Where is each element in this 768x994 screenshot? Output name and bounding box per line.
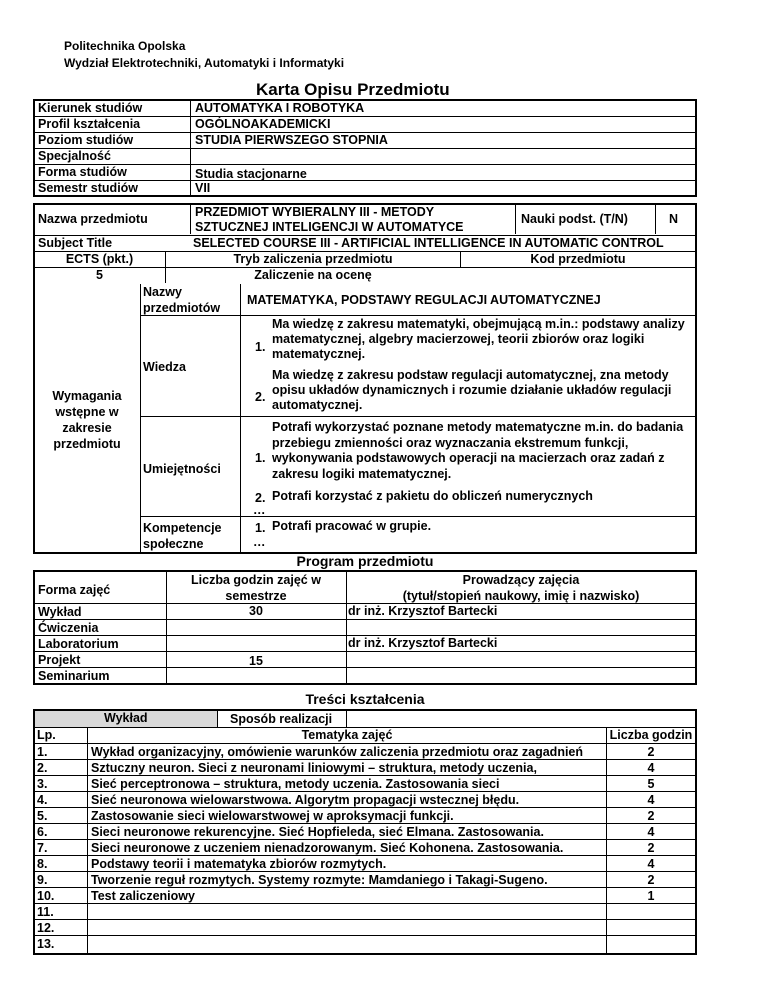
- contents-row-topic: Tworzenie reguł rozmytych. Systemy rozmyte: Mamdaniego i Takagi-Sugeno.: [91, 873, 548, 887]
- basic-sciences-label: Nauki podst. (T/N): [521, 212, 628, 226]
- contents-row-topic: Sieci neuronowe z uczeniem nienadzorowanym. Sieć Kohonena. Zastosowania.: [91, 841, 564, 855]
- row-divider: [34, 791, 696, 792]
- subject-title-label: Subject Title: [38, 236, 113, 250]
- subject-names-label-1: Nazwy: [143, 285, 182, 299]
- row-divider: [34, 887, 696, 888]
- contents-row-hours: 4: [647, 793, 655, 807]
- contents-row-lp: 1.: [37, 745, 48, 759]
- profile-value: OGÓLNOAKADEMICKI: [195, 117, 331, 131]
- contents-row-lp: 11.: [37, 905, 54, 919]
- competences-1-num: 1.: [255, 521, 266, 535]
- program-row-hours: 15: [249, 654, 263, 668]
- contents-row-hours: 4: [647, 857, 655, 871]
- competences-more: …: [253, 535, 266, 549]
- contents-method-label: Sposób realizacji: [230, 712, 333, 726]
- contents-row-lp: 3.: [37, 777, 48, 791]
- program-row-teacher: dr inż. Krzysztof Bartecki: [348, 604, 498, 618]
- program-col-teacher-1: Prowadzący zajęcia: [462, 573, 580, 587]
- contents-row-hours: 4: [647, 825, 655, 839]
- contents-lecture-label: Wykład: [104, 711, 148, 725]
- skills-2-num: 2.: [255, 491, 266, 505]
- knowledge-label: Wiedza: [143, 360, 186, 374]
- course-code-label: Kod przedmiotu: [530, 252, 626, 266]
- row-divider: [34, 855, 696, 856]
- contents-row-hours: 2: [647, 745, 655, 759]
- program-col-hours-2: semestrze: [225, 589, 287, 603]
- contents-row-topic: Sieć perceptronowa – struktura, metody uczenia. Zastosowania sieci: [91, 777, 500, 791]
- contents-row-hours: 2: [647, 841, 655, 855]
- contents-row-lp: 6.: [37, 825, 48, 839]
- skills-1-text: Potrafi wykorzystać poznane metody matematyczne m.in. do badania przebiegu zmienności oraz wyznaczania ekstremum funkcji, wykonywania podstawowych operacji na macierzach oraz zadań z zakresu logiki matematycznej.: [272, 420, 684, 481]
- specialty-label: Specjalność: [38, 149, 111, 163]
- contents-row-lp: 9.: [37, 873, 48, 887]
- contents-row-topic: Test zaliczeniowy: [91, 889, 195, 903]
- program-row-form: Ćwiczenia: [38, 621, 99, 635]
- study-field-value: AUTOMATYKA I ROBOTYKA: [195, 101, 365, 115]
- row-divider: [34, 823, 696, 824]
- ects-label: ECTS (pkt.): [65, 252, 134, 266]
- program-col-form: Forma zajęć: [38, 583, 111, 597]
- subject-title-value: SELECTED COURSE III - ARTIFICIAL INTELLIGENCE IN AUTOMATIC CONTROL: [193, 236, 664, 250]
- basic-sciences-value: N: [669, 212, 679, 226]
- program-row-hours: 30: [249, 604, 263, 618]
- knowledge-2-text: Ma wiedzę z zakresu podstaw regulacji automatycznej, zna metody opisu układów dynamicznych i rozumie działanie układów regulacji automatycznej.: [272, 368, 672, 412]
- program-row-form: Laboratorium: [38, 637, 119, 651]
- study-form-label: Forma studiów: [38, 165, 127, 179]
- contents-row-hours: 2: [647, 809, 655, 823]
- level-label: Poziom studiów: [38, 133, 134, 147]
- semester-value: VII: [195, 181, 211, 195]
- contents-row-lp: 2.: [37, 761, 48, 775]
- program-row-form: Projekt: [38, 653, 81, 667]
- skills-1-num: 1.: [255, 451, 266, 465]
- contents-row-lp: 8.: [37, 857, 48, 871]
- ects-value: 5: [96, 268, 103, 282]
- competences-label-2: społeczne: [143, 537, 204, 551]
- skills-more: …: [253, 503, 266, 517]
- faculty-name: Wydział Elektrotechniki, Automatyki i Informatyki: [64, 56, 345, 70]
- row-divider: [34, 759, 696, 760]
- contents-col-hours: Liczba godzin: [609, 728, 693, 742]
- contents-row-lp: 4.: [37, 793, 48, 807]
- skills-2-text: Potrafi korzystać z pakietu do obliczeń numerycznych: [272, 489, 593, 503]
- program-row-teacher: dr inż. Krzysztof Bartecki: [348, 636, 498, 650]
- profile-label: Profil kształcenia: [38, 117, 141, 131]
- contents-col-topic: Tematyka zajęć: [301, 728, 393, 742]
- page-title: Karta Opisu Przedmiotu: [256, 80, 450, 99]
- competences-1-text: Potrafi pracować w grupie.: [272, 519, 432, 533]
- contents-row-lp: 5.: [37, 809, 48, 823]
- completion-mode-value: Zaliczenie na ocenę: [254, 268, 372, 282]
- program-col-teacher-2: (tytuł/stopień naukowy, imię i nazwisko): [402, 589, 640, 603]
- contents-row-topic: Zastosowanie sieci wielowarstwowej w aproksymacji funkcji.: [91, 809, 454, 823]
- course-name-label: Nazwa przedmiotu: [38, 212, 148, 226]
- contents-row-hours: 4: [647, 761, 655, 775]
- contents-row-topic: Podstawy teorii i matematyka zbiorów rozmytych.: [91, 857, 387, 871]
- contents-row-hours: 1: [647, 889, 655, 903]
- contents-col-lp: Lp.: [37, 728, 56, 742]
- row-divider: [34, 919, 696, 920]
- row-divider: [34, 807, 696, 808]
- row-divider: [34, 871, 696, 872]
- contents-row-topic: Sieci neuronowe rekurencyjne. Sieć Hopfieleda, sieć Elmana. Zastosowania.: [91, 825, 544, 839]
- subject-names-value: MATEMATYKA, PODSTAWY REGULACJI AUTOMATYCZNEJ: [247, 293, 601, 307]
- program-col-hours-1: Liczba godzin zajęć w: [191, 573, 321, 587]
- program-row-form: Seminarium: [38, 669, 110, 683]
- row-divider: [34, 743, 696, 744]
- contents-row-topic: Wykład organizacyjny, omówienie warunków zaliczenia przedmiotu oraz zagadnień: [91, 745, 584, 759]
- level-value: STUDIA PIERWSZEGO STOPNIA: [195, 133, 388, 147]
- subject-names-label-2: przedmiotów: [143, 301, 221, 315]
- row-divider: [34, 775, 696, 776]
- contents-row-lp: 7.: [37, 841, 48, 855]
- skills-label: Umiejętności: [143, 462, 221, 476]
- contents-row-lp: 10.: [37, 889, 55, 903]
- contents-row-lp: 13.: [37, 937, 55, 951]
- study-field-label: Kierunek studiów: [38, 101, 143, 115]
- contents-row-topic: Sieć neuronowa wielowarstwowa. Algorytm propagacji wstecznej błędu.: [91, 793, 520, 807]
- row-divider: [34, 935, 696, 936]
- contents-row-hours: 5: [647, 777, 655, 791]
- prerequisites-label: Wymagania wstępne w zakresie przedmiotu: [52, 389, 122, 451]
- course-name-line2: SZTUCZNEJ INTELIGENCJI W AUTOMATYCE: [195, 220, 464, 234]
- knowledge-1-text: Ma wiedzę z zakresu matematyki, obejmującą m.in.: podstawy analizy matematycznej, algebry macierzowej, teorii zbiorów oraz logiki matematycznej.: [272, 317, 685, 361]
- contents-title: Treści kształcenia: [305, 691, 425, 707]
- contents-row-hours: 2: [647, 873, 655, 887]
- contents-row-topic: Sztuczny neuron. Sieci z neuronami liniowymi – struktura, metody uczenia,: [91, 761, 537, 775]
- competences-label-1: Kompetencje: [143, 521, 222, 535]
- program-title: Program przedmiotu: [296, 553, 434, 569]
- row-divider: [34, 839, 696, 840]
- row-divider: [34, 903, 696, 904]
- semester-label: Semestr studiów: [38, 181, 139, 195]
- completion-mode-label: Tryb zaliczenia przedmiotu: [233, 252, 393, 266]
- knowledge-1-num: 1.: [255, 340, 266, 354]
- study-form-value: Studia stacjonarne: [195, 167, 307, 181]
- course-name-line1: PRZEDMIOT WYBIERALNY III - METODY: [195, 205, 435, 219]
- knowledge-2-num: 2.: [255, 390, 266, 404]
- contents-row-lp: 12.: [37, 921, 55, 935]
- university-name: Politechnika Opolska: [64, 39, 186, 53]
- program-row-form: Wykład: [38, 605, 82, 619]
